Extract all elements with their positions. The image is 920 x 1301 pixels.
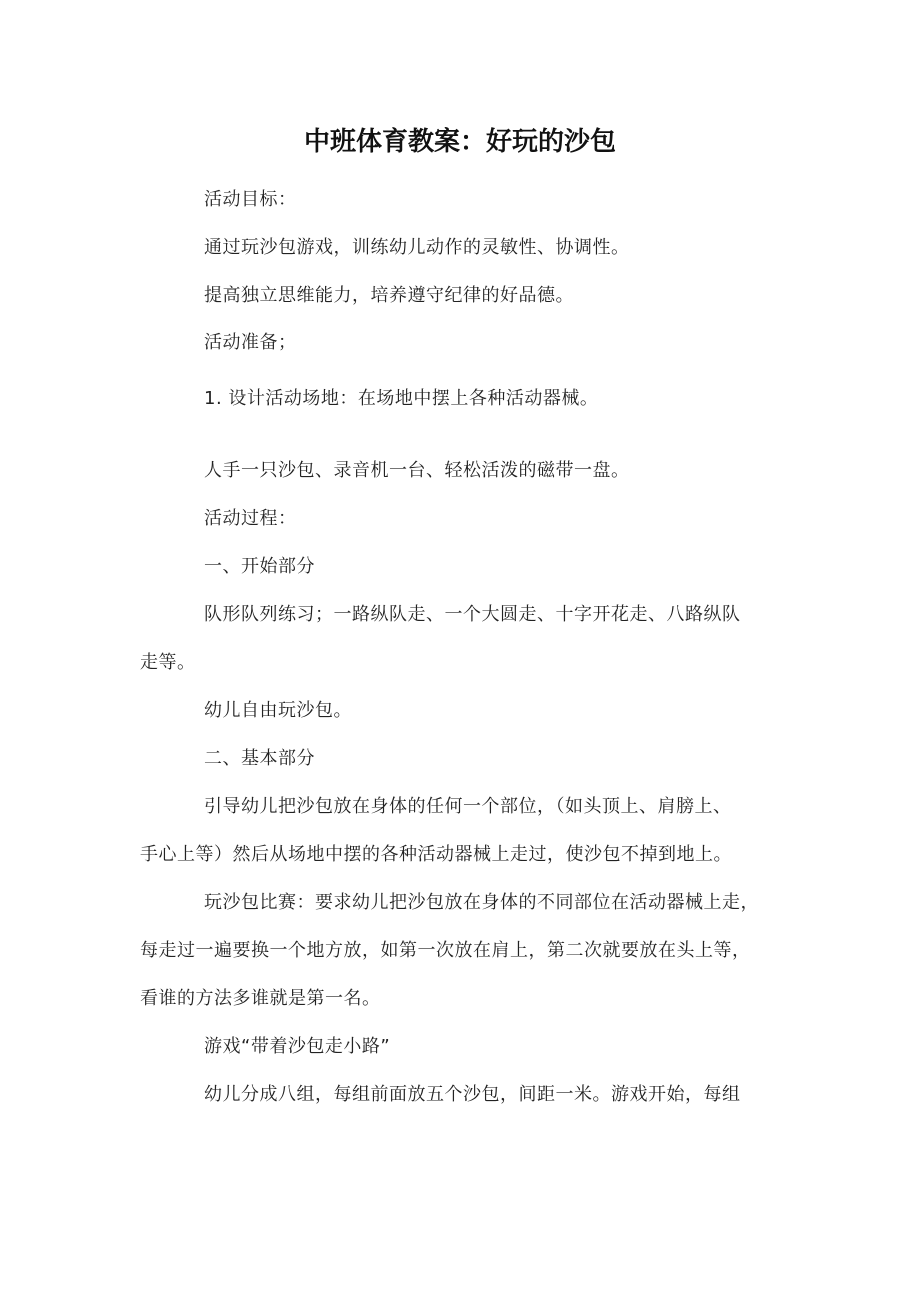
- paragraph-formation-line-2: 走等。: [140, 652, 196, 673]
- heading-game: 游戏“带着沙包走小路”: [204, 1036, 391, 1057]
- paragraph-guide-line-2: 手心上等）然后从场地中摆的各种活动器械上走过，使沙包不掉到地上。: [140, 844, 732, 865]
- heading-activity-preparation: 活动准备；: [204, 332, 297, 353]
- paragraph-contest-line-3: 看谁的方法多谁就是第一名。: [140, 988, 381, 1009]
- heading-activity-goals: 活动目标：: [204, 189, 297, 210]
- heading-part-two: 二、基本部分: [204, 748, 315, 769]
- paragraph-formation-line-1: 队形队列练习；一路纵队走、一个大圆走、十字开花走、八路纵队: [204, 604, 741, 625]
- paragraph-goal-1: 通过玩沙包游戏，训练幼儿动作的灵敏性、协调性。: [204, 237, 630, 258]
- paragraph-contest-line-1: 玩沙包比赛：要求幼儿把沙包放在身体的不同部位在活动器械上走，: [204, 892, 759, 913]
- paragraph-guide-line-1: 引导幼儿把沙包放在身体的任何一个部位，（如头顶上、肩膀上、: [204, 796, 732, 817]
- paragraph-free-play: 幼儿自由玩沙包。: [204, 700, 352, 721]
- heading-part-one: 一、开始部分: [204, 556, 315, 577]
- paragraph-goal-2: 提高独立思维能力，培养遵守纪律的好品德。: [204, 285, 574, 306]
- paragraph-contest-line-2: 每走过一遍要换一个地方放，如第一次放在肩上，第二次就要放在头上等，: [140, 940, 751, 961]
- heading-activity-process: 活动过程：: [204, 508, 297, 529]
- paragraph-preparation-1: 1. 设计活动场地：在场地中摆上各种活动器械。: [204, 388, 599, 409]
- paragraph-game-line-1: 幼儿分成八组，每组前面放五个沙包，间距一米。游戏开始，每组: [204, 1084, 741, 1105]
- document-title: 中班体育教案：好玩的沙包: [303, 127, 616, 157]
- paragraph-preparation-2: 人手一只沙包、录音机一台、轻松活泼的磁带一盘。: [204, 460, 630, 481]
